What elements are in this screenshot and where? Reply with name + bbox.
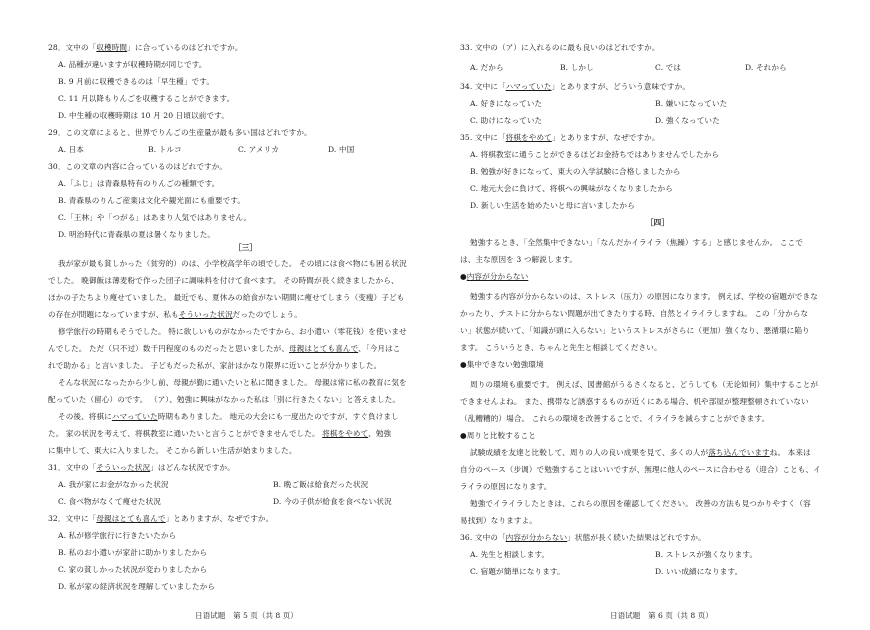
text-line: B. 青森県のりんご産業は文化や観光面にも重要です。 [58,196,246,205]
underlined-phrase: ハマっていた [111,412,158,421]
text-line: C. では [655,63,682,72]
text-line: 配っていた（留心）のです。 （ア）、勉強に興味がなかった私は「別に行きたくない」と答えました。 [48,395,401,404]
text-line: B. 嫌いになっていた [655,99,728,108]
text-line: D. それから [745,63,787,72]
text-line: A. 日本 [58,145,84,154]
text-line: は、主な原因を 3 つ解説します。 [460,255,578,264]
text-line: ライラの原因になります。 [460,482,552,491]
text-line: その後、将棋にハマっていた時期もありました。 地元の大会にも一度出たのですが、すぐ負けまし [58,412,399,421]
text-line: 31．文中の「そういった状況」はどんな状況ですか。 [48,463,235,472]
text-line: D. 中国 [328,145,355,154]
text-line: 自分のペース（步调）で勉強することはいいですが、無理に他人のペースに合わせる（迎合）ことも、イ [460,465,821,474]
right-page-footer: 日语试题 第 6 页（共 8 页） [610,611,713,620]
text-line: 35. 文中に「将棋をやめて」とありますが、なぜですか。 [460,133,660,142]
text-line: 29．この文章によると、世界でりんごの生産量が最も多い国はどれですか。 [48,128,312,137]
text-line: ●集中できない勉強環境 [460,360,544,369]
text-line: A. 私が修学旅行に行きたいたから [58,531,177,540]
text-line: A. だから [470,63,504,72]
underlined-phrase: 収穫時間 [96,43,128,52]
text-line: 33. 文中の（ア）に入れるのに最も良いのはどれですか。 [460,43,660,52]
text-line: （乱糟糟的）場合。 これらの環境を改善することで、イライラを減らすことができます。 [460,414,770,423]
text-line: でした。 晩御飯は薄麦粉で作った団子に調味料を付けて食べます。 その時間が長く続きましたから、 [48,276,399,285]
underlined-phrase: 内容が分からない [466,272,529,281]
text-line: A. 将棋教室に通うことができるほどお金持ちではありませんでしたから [470,150,720,159]
text-line: C. 11 月以降もりんごを収穫することができます。 [58,94,235,103]
text-line: 勉強する内容が分からないのは、ストレス（压力）の原因になります。 例えば、学校の宿題ができな [470,292,818,301]
left-page-footer: 日语试题 第 5 页（共 8 页） [195,611,298,620]
text-line: C.「王林」や「つがる」はあまり人気ではありません。 [58,213,252,222]
text-line: B. 晩ご飯は給食だった状況 [273,480,369,489]
text-line: C. 地元大会に負けて、将棋への興味がなくなりましたから [470,184,673,193]
text-line: B. 勉強が好きになって、東大の入学試験に合格しましたから [470,167,681,176]
text-line: い」状態が続いて、「知識が頭に入らない」というストレスがさらに（更加）強くなり、悪循環に陥り [460,326,810,335]
text-line: ます。 こういうとき、ちゃんと先生と相談してください。 [460,343,662,352]
text-line: 我が家が最も貧しかった（贫穷的）のは、小学校高学年の頃でした。 その頃には食べ物にも困る状況 [58,259,407,268]
underlined-phrase: 母親はとても喜んで [289,344,359,353]
text-line: C. 家の貧しかった状況が変わりましたから [58,565,208,574]
underlined-phrase: そういった状況 [178,310,233,319]
text-line: B. ストレスが強くなります。 [655,550,758,559]
underlined-phrase: 内容が分からない [505,533,568,542]
text-line: B. しかし [560,63,594,72]
text-line: B. トルコ [148,145,182,154]
text-line: 易找到）なりますよ。 [460,516,537,525]
text-line: 試験成績を友達と比較して、周りの人の良い成果を見て、多くの人が落ち込んでいますね。 本来は [470,448,811,457]
text-line: D. 私が家の経済状況を理解していましたから [58,582,216,591]
text-line: んでした。 ただ（只不过）数千円程度のものだったと思いましたが、母親はとても喜んで、「今月はこ [48,344,401,353]
text-line: 勉強するとき、「全然集中できない」「なんだかイライラ（焦躁）する」と感じませんか。 ここで [470,238,803,247]
text-line: 周りの環境も重要です。 例えば、図書館がうるさくなると、どうしても（无论如何）集中することが [470,380,819,389]
text-line: A. 品種が違いますが収穫時期が同じです。 [58,60,207,69]
text-line: そんな状況になったから少し前、母親が勤に通いたいと私に聞きました。 母親は常に私の教育に気を [58,378,407,387]
text-line: ●周りと比較すること [460,431,536,440]
text-line: に集中して、東大に入りました。 そこから新しい生活が始まりました。 [48,446,297,455]
text-line: C. 宿題が簡単になります。 [470,567,565,576]
underlined-phrase: 落ち込んでいます [708,448,770,457]
text-line: D. いい成績になります。 [655,567,743,576]
text-line: D. 明治時代に青森県の夏は暑くなりました。 [58,230,216,239]
text-line: A.「ふじ」は青森県特有のりんごの種類です。 [58,179,220,188]
text-line: C. 食べ物がなくて痩せた状況 [58,497,161,506]
underlined-phrase: 将棋をやめて [505,133,552,142]
text-line: の存在が問題になっていますが、私もそういった状況だったのでしょう。 [48,310,302,319]
text-line: できませんよね。 また、携帯など誘惑するものが近くにある場合、机や部屋が整理整頓されていない [460,397,809,406]
text-line: B. 私のお小遣いが家計に助かりましたから [58,548,208,557]
text-line: れで助かる」と言いました。 子どもだった私が、家計はかなり限界に近いことが分かりました。 [48,361,382,370]
text-line: C. 助けになっていた [470,116,543,125]
text-line: A. 我が家にお金がなかった状況 [58,480,169,489]
text-line: かったり、テストに分からない問題が出てきたりする時、自然とイライラしますね。 この「分からな [460,309,809,318]
text-line: 勉強でイライラしたときは、これらの原因を確認してください。 改善の方法も見つかりやすく（容 [470,499,811,508]
text-line: た。 家の状況を考えて、将棋教室に通いたいと言うことができませんでした。 将棋をやめて、勉強 [48,429,392,438]
text-line: 34. 文中に「ハマっていた」とありますが、どういう意味ですか。 [460,82,691,91]
text-line: ほかの子たちより痩せていました。 最近でも、夏休みの給食がない期間に痩せてしまう（变瘦）子ども [48,293,405,302]
text-line: C. アメリカ [238,145,279,154]
underlined-phrase: そういった状況 [96,463,151,472]
text-line: D. 中生種の収穫時期は 10 月 20 日頃以前です。 [58,111,229,120]
text-line: ●内容が分からない [460,272,529,281]
text-line: 32．文中に「母親はとても喜んで」とありますが、なぜですか。 [48,514,274,523]
section-heading: ［四］ [645,218,670,227]
text-line: B. 9 月前に収穫できるのは「早生種」です。 [58,77,215,86]
underlined-phrase: 母親はとても喜んで [96,514,166,523]
underlined-phrase: ハマっていた [505,82,552,91]
text-line: D. 強くなっていた [655,116,720,125]
text-line: 修学旅行の時期もそうでした。 特に欲しいものがなかったですから、お小遣い（零花钱）を使いませ [58,327,407,336]
text-line: D. 新しい生活を始めたいと母に言いましたから [470,201,635,210]
text-line: 28．文中の「収穫時間」に合っているのはどれですか。 [48,43,243,52]
section-heading: ［三］ [233,243,258,252]
text-line: D. 今の子供が給食を食べない状況 [273,497,392,506]
text-line: A. 好きになっていた [470,99,543,108]
text-line: 30．この文章の内容に合っているのはどれですか。 [48,162,228,171]
underlined-phrase: 将棋をやめて [322,429,369,438]
text-line: A. 先生と相談します。 [470,550,550,559]
text-line: 36. 文中の「内容が分からない」状態が長く続いた結果はどれですか。 [460,533,706,542]
